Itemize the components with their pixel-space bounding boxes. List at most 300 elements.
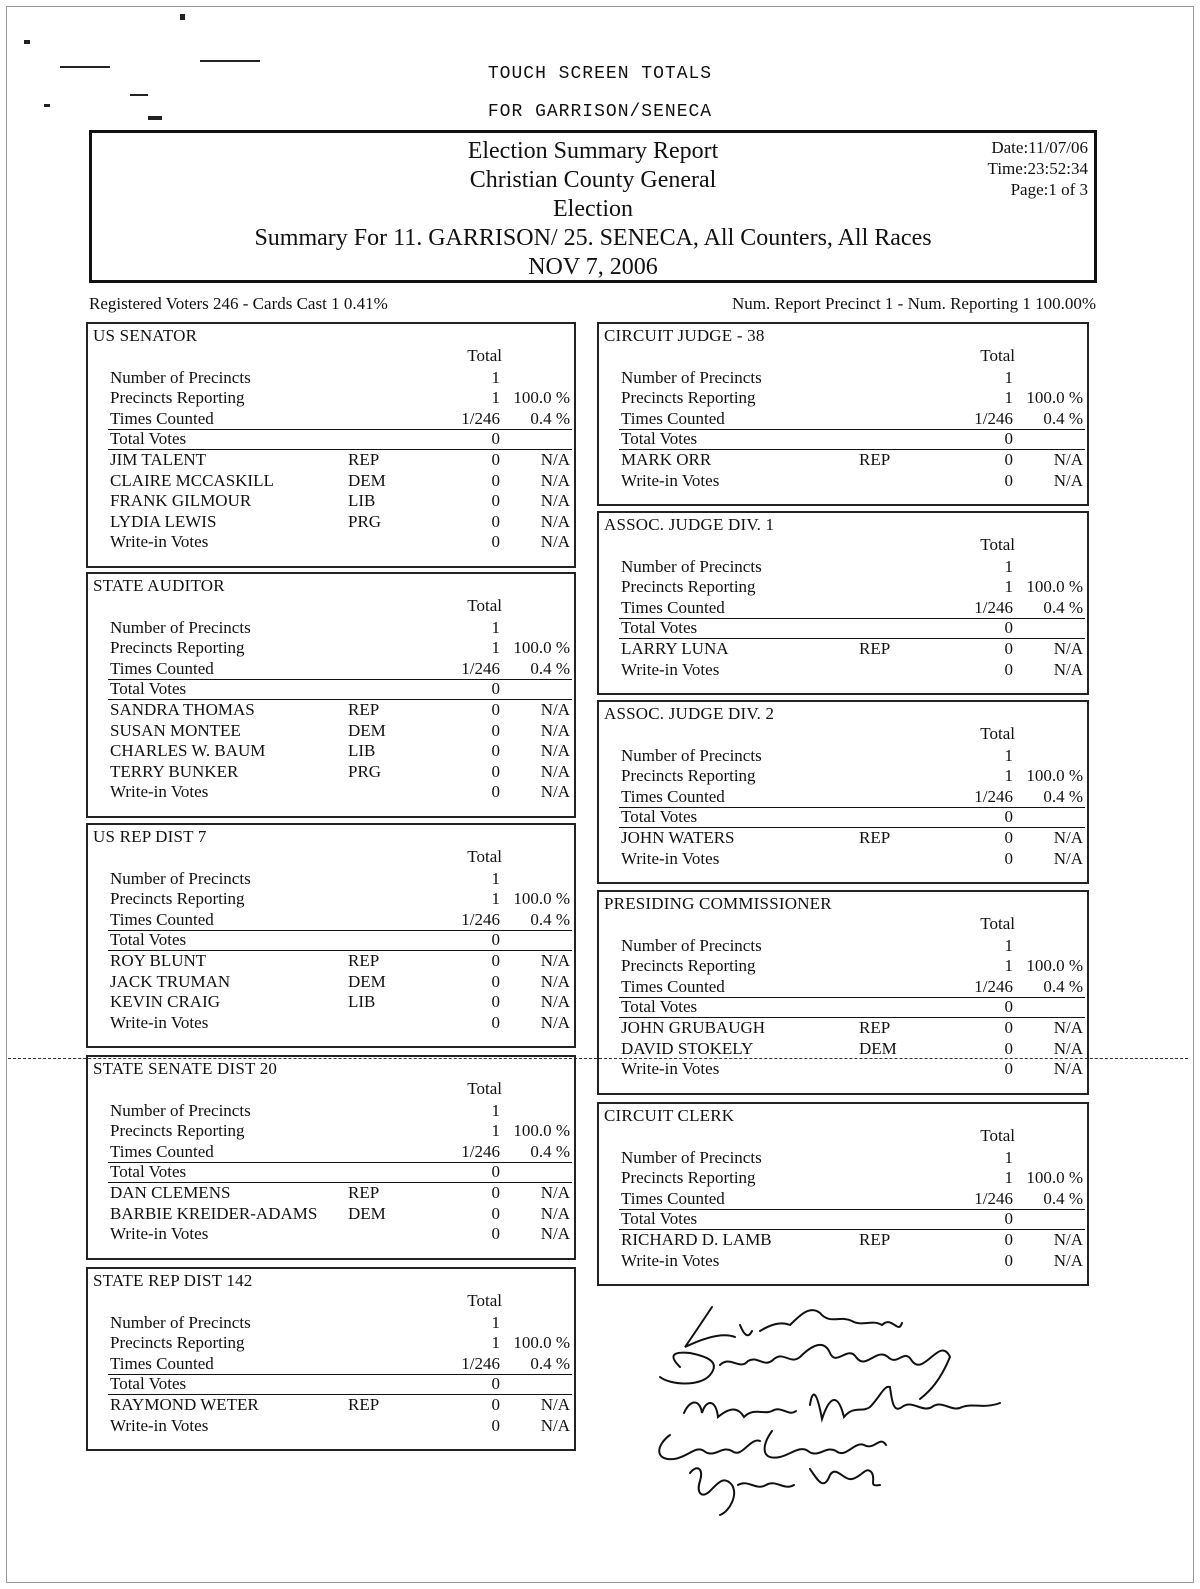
candidate-row <box>88 470 574 491</box>
stat-percent: 0.4 % <box>530 1141 570 1161</box>
stat-percent: 0.4 % <box>1043 786 1083 806</box>
stat-total: 0 <box>1004 618 1013 638</box>
candidate-percent: N/A <box>1053 1059 1083 1079</box>
candidate-percent: N/A <box>540 1183 570 1202</box>
candidate-name: JOHN GRUBAUGH <box>621 1018 766 1037</box>
total-column-header: Total <box>980 1126 1015 1145</box>
candidate-row <box>88 740 574 761</box>
candidate-row <box>88 449 574 470</box>
total-votes-row <box>599 806 1087 827</box>
candidate-name: DAN CLEMENS <box>110 1183 231 1202</box>
scan-speck <box>180 14 185 20</box>
candidate-row <box>599 1038 1087 1059</box>
rule-above-total-votes <box>619 807 1085 808</box>
candidate-name: TERRY BUNKER <box>110 761 239 781</box>
race-box <box>597 322 1089 506</box>
stat-label: Number of Precincts <box>110 367 251 387</box>
candidate-votes: 0 <box>1004 1018 1013 1037</box>
candidate-name: ROY BLUNT <box>110 951 207 970</box>
precincts-reporting-row <box>88 1332 574 1353</box>
candidate-percent: N/A <box>540 720 570 740</box>
race-box <box>86 1055 576 1260</box>
stat-percent: 0.4 % <box>1043 976 1083 996</box>
rule-above-total-votes <box>108 429 572 430</box>
stat-total: 1 <box>1004 367 1013 387</box>
stat-label: Precincts Reporting <box>621 1168 756 1188</box>
signatures <box>640 1295 1060 1535</box>
stat-label: Times Counted <box>110 658 214 678</box>
total-column-header: Total <box>467 1291 502 1310</box>
candidate-percent: N/A <box>540 741 570 761</box>
stat-total: 1/246 <box>461 658 500 678</box>
candidate-row <box>88 699 574 720</box>
report-date: Date:11/07/06 <box>991 138 1088 157</box>
stat-total: 1 <box>1004 556 1013 576</box>
precincts-reporting-row <box>599 765 1087 786</box>
candidate-name: Write-in Votes <box>110 1224 209 1244</box>
race-title: US REP DIST 7 <box>93 827 207 846</box>
stat-total: 1 <box>1004 766 1013 786</box>
stat-total: 1 <box>491 1121 500 1141</box>
candidate-percent: N/A <box>1053 470 1083 490</box>
candidate-row <box>88 1394 574 1415</box>
candidate-row <box>599 1058 1087 1079</box>
candidate-votes: 0 <box>1004 1038 1013 1058</box>
candidate-percent: N/A <box>540 491 570 511</box>
stat-label: Total Votes <box>621 429 698 449</box>
stat-percent: 0.4 % <box>530 909 570 929</box>
report-time: Time:23:52:34 <box>987 159 1088 178</box>
precincts-reporting-row <box>599 955 1087 976</box>
stat-total: 1 <box>1004 577 1013 597</box>
scan-speck <box>24 40 30 44</box>
candidate-percent: N/A <box>540 511 570 531</box>
stat-label: Number of Precincts <box>110 617 251 637</box>
candidate-percent: N/A <box>1053 1250 1083 1270</box>
candidate-percent: N/A <box>540 971 570 991</box>
candidate-name: RICHARD D. LAMB <box>621 1230 772 1249</box>
precincts-reporting-row <box>88 387 574 408</box>
stat-label: Number of Precincts <box>621 935 762 955</box>
candidate-row <box>88 971 574 992</box>
report-summary-for: Summary For 11. GARRISON/ 25. SENECA, All Counters, All Races <box>254 225 932 251</box>
stat-label: Times Counted <box>621 786 725 806</box>
candidate-party: REP <box>348 1183 380 1202</box>
race-box <box>597 511 1089 695</box>
race-title: US SENATOR <box>93 326 198 345</box>
candidate-row <box>88 1223 574 1244</box>
stat-total: 1 <box>1004 956 1013 976</box>
candidate-percent: N/A <box>1053 450 1083 469</box>
candidate-votes: 0 <box>491 951 500 970</box>
candidate-name: LYDIA LEWIS <box>110 511 217 531</box>
candidate-percent: N/A <box>540 1203 570 1223</box>
stat-total: 1/246 <box>974 408 1013 428</box>
stat-percent: 100.0 % <box>1026 388 1083 408</box>
stat-total: 1/246 <box>974 597 1013 617</box>
candidate-name: Write-in Votes <box>110 1012 209 1032</box>
stat-label: Times Counted <box>110 408 214 428</box>
candidate-percent: N/A <box>540 532 570 552</box>
stat-total: 1 <box>1004 1147 1013 1167</box>
candidate-row <box>599 659 1087 680</box>
candidate-percent: N/A <box>540 782 570 802</box>
candidate-row <box>88 1012 574 1033</box>
candidate-votes: 0 <box>491 971 500 991</box>
candidate-name: RAYMOND WETER <box>110 1395 259 1414</box>
times-counted-row <box>88 1141 574 1162</box>
candidate-party: DEM <box>348 470 386 490</box>
stat-percent: 100.0 % <box>1026 1168 1083 1188</box>
candidate-party: LIB <box>348 491 376 511</box>
candidate-row <box>88 1182 574 1203</box>
race-title: STATE AUDITOR <box>93 576 225 595</box>
candidate-party: PRG <box>348 511 382 531</box>
candidate-votes: 0 <box>1004 848 1013 868</box>
stat-total: 1 <box>491 367 500 387</box>
candidate-party: DEM <box>348 720 386 740</box>
precincts-reporting-row <box>599 576 1087 597</box>
stat-total: 0 <box>491 930 500 950</box>
report-date-line: NOV 7, 2006 <box>528 254 658 280</box>
candidate-votes: 0 <box>1004 1230 1013 1249</box>
candidate-row <box>599 1017 1087 1038</box>
candidate-name: CHARLES W. BAUM <box>110 741 266 761</box>
stat-percent: 100.0 % <box>513 889 570 909</box>
times-counted-row <box>599 786 1087 807</box>
candidate-row <box>599 449 1087 470</box>
candidate-name: KEVIN CRAIG <box>110 992 221 1012</box>
candidate-row <box>88 761 574 782</box>
number-of-precincts-row <box>599 556 1087 577</box>
typed-header-line2: FOR GARRISON/SENECA <box>487 102 713 122</box>
candidate-percent: N/A <box>540 951 570 970</box>
candidate-votes: 0 <box>491 1203 500 1223</box>
race-box <box>86 572 576 818</box>
total-column-header: Total <box>467 847 502 866</box>
candidate-votes: 0 <box>491 741 500 761</box>
candidate-name: CLAIRE MCCASKILL <box>110 470 274 490</box>
candidate-percent: N/A <box>1053 848 1083 868</box>
candidate-votes: 0 <box>491 720 500 740</box>
race-title: CIRCUIT CLERK <box>604 1106 735 1125</box>
race-title: STATE REP DIST 142 <box>93 1271 253 1290</box>
precincts-reporting-row <box>88 888 574 909</box>
stat-total: 1 <box>491 638 500 658</box>
report-page: Page:1 of 3 <box>1010 180 1088 199</box>
stat-percent: 0.4 % <box>530 1353 570 1373</box>
stat-total: 0 <box>491 1162 500 1182</box>
candidate-row <box>599 470 1087 491</box>
rule-above-total-votes <box>619 429 1085 430</box>
stat-total: 1/246 <box>461 408 500 428</box>
candidate-percent: N/A <box>540 450 570 469</box>
stat-total: 1/246 <box>974 1188 1013 1208</box>
number-of-precincts-row <box>88 1100 574 1121</box>
stat-percent: 100.0 % <box>513 388 570 408</box>
stat-percent: 0.4 % <box>1043 408 1083 428</box>
candidate-percent: N/A <box>540 992 570 1012</box>
stat-total: 0 <box>1004 1209 1013 1229</box>
stat-label: Total Votes <box>110 679 187 699</box>
rule-above-total-votes <box>108 1162 572 1163</box>
candidate-party: PRG <box>348 761 382 781</box>
precincts-reporting-row <box>599 387 1087 408</box>
stat-total: 1 <box>491 868 500 888</box>
race-box <box>597 1102 1089 1286</box>
candidate-row <box>599 848 1087 869</box>
race-box <box>597 890 1089 1095</box>
stat-label: Precincts Reporting <box>621 766 756 786</box>
total-votes-row <box>599 996 1087 1017</box>
stat-label: Number of Precincts <box>110 1100 251 1120</box>
candidate-name: LARRY LUNA <box>621 639 729 658</box>
candidate-percent: N/A <box>1053 659 1083 679</box>
race-title: ASSOC. JUDGE DIV. 2 <box>604 704 775 723</box>
stat-label: Times Counted <box>621 408 725 428</box>
candidate-percent: N/A <box>540 1012 570 1032</box>
candidate-party: LIB <box>348 992 376 1012</box>
precincts-reporting-row <box>88 1120 574 1141</box>
stat-total: 1 <box>491 388 500 408</box>
candidate-votes: 0 <box>1004 659 1013 679</box>
stat-label: Total Votes <box>621 1209 698 1229</box>
candidate-name: Write-in Votes <box>621 659 720 679</box>
candidate-votes: 0 <box>491 1415 500 1435</box>
race-title: PRESIDING COMMISSIONER <box>604 894 832 913</box>
stat-total: 0 <box>491 1374 500 1394</box>
stat-label: Number of Precincts <box>621 745 762 765</box>
candidate-name: Write-in Votes <box>110 782 209 802</box>
stat-percent: 100.0 % <box>513 638 570 658</box>
candidate-row <box>599 638 1087 659</box>
candidate-name: MARK ORR <box>621 450 712 469</box>
candidate-votes: 0 <box>1004 450 1013 469</box>
rule-above-total-votes <box>619 1209 1085 1210</box>
stat-total: 1 <box>1004 935 1013 955</box>
stat-percent: 100.0 % <box>1026 577 1083 597</box>
scan-speck <box>130 94 148 96</box>
precincts-reporting-row <box>88 637 574 658</box>
candidate-party: REP <box>348 1395 380 1414</box>
race-title: CIRCUIT JUDGE - 38 <box>604 326 765 345</box>
candidate-name: Write-in Votes <box>621 1059 720 1079</box>
stat-label: Times Counted <box>621 1188 725 1208</box>
stat-total: 0 <box>1004 807 1013 827</box>
rule-above-total-votes <box>619 618 1085 619</box>
stat-label: Number of Precincts <box>110 868 251 888</box>
stat-label: Times Counted <box>110 1353 214 1373</box>
candidate-row <box>88 490 574 511</box>
stat-label: Total Votes <box>110 429 187 449</box>
candidate-votes: 0 <box>491 470 500 490</box>
stat-label: Times Counted <box>110 1141 214 1161</box>
candidate-percent: N/A <box>540 1415 570 1435</box>
candidate-name: JOHN WATERS <box>621 828 735 847</box>
total-column-header: Total <box>467 346 502 365</box>
candidate-name: Write-in Votes <box>110 1415 209 1435</box>
candidate-name: SUSAN MONTEE <box>110 720 241 740</box>
stat-label: Total Votes <box>621 997 698 1017</box>
stat-percent: 0.4 % <box>530 408 570 428</box>
rule-above-total-votes <box>108 1374 572 1375</box>
candidate-name: BARBIE KREIDER-ADAMS <box>110 1203 318 1223</box>
candidate-votes: 0 <box>1004 828 1013 847</box>
candidate-percent: N/A <box>540 1395 570 1414</box>
candidate-party: REP <box>859 828 891 847</box>
candidate-row <box>599 1250 1087 1271</box>
race-box <box>597 700 1089 884</box>
total-votes-row <box>599 428 1087 449</box>
total-column-header: Total <box>980 914 1015 933</box>
stat-label: Total Votes <box>621 618 698 638</box>
stat-label: Times Counted <box>621 597 725 617</box>
candidate-party: REP <box>348 450 380 469</box>
candidate-percent: N/A <box>1053 1230 1083 1249</box>
candidate-name: DAVID STOKELY <box>621 1038 754 1058</box>
candidate-party: REP <box>859 639 891 658</box>
number-of-precincts-row <box>599 1147 1087 1168</box>
total-votes-row <box>88 678 574 699</box>
candidate-row <box>599 827 1087 848</box>
race-box <box>86 322 576 568</box>
total-column-header: Total <box>980 346 1015 365</box>
candidate-name: SANDRA THOMAS <box>110 700 255 719</box>
candidate-percent: N/A <box>540 1224 570 1244</box>
candidate-votes: 0 <box>491 782 500 802</box>
stat-total: 1/246 <box>461 909 500 929</box>
stat-total: 1 <box>491 1312 500 1332</box>
times-counted-row <box>599 597 1087 618</box>
stat-percent: 0.4 % <box>1043 1188 1083 1208</box>
candidate-votes: 0 <box>491 700 500 719</box>
stat-total: 1 <box>1004 388 1013 408</box>
times-counted-row <box>88 408 574 429</box>
number-of-precincts-row <box>88 617 574 638</box>
stat-label: Precincts Reporting <box>621 577 756 597</box>
stat-label: Times Counted <box>621 976 725 996</box>
times-counted-row <box>599 1188 1087 1209</box>
times-counted-row <box>599 408 1087 429</box>
report-header <box>89 130 1097 283</box>
candidate-percent: N/A <box>540 761 570 781</box>
times-counted-row <box>88 1353 574 1374</box>
stat-total: 1 <box>1004 1168 1013 1188</box>
candidate-name: FRANK GILMOUR <box>110 491 252 511</box>
race-title: STATE SENATE DIST 20 <box>93 1059 278 1078</box>
registered-voters-summary: Registered Voters 246 - Cards Cast 1 0.41% <box>89 294 388 313</box>
candidate-name: JIM TALENT <box>110 450 207 469</box>
stat-total: 1 <box>491 889 500 909</box>
candidate-votes: 0 <box>1004 470 1013 490</box>
stat-percent: 0.4 % <box>530 658 570 678</box>
stat-percent: 0.4 % <box>1043 597 1083 617</box>
stat-label: Total Votes <box>110 1374 187 1394</box>
candidate-votes: 0 <box>491 1012 500 1032</box>
stat-total: 1/246 <box>461 1353 500 1373</box>
candidate-votes: 0 <box>1004 639 1013 658</box>
report-meta <box>988 137 1088 200</box>
stat-label: Total Votes <box>110 930 187 950</box>
candidate-name: Write-in Votes <box>621 1250 720 1270</box>
candidate-party: DEM <box>859 1038 897 1058</box>
stat-label: Precincts Reporting <box>110 1121 245 1141</box>
candidate-row <box>88 531 574 552</box>
stat-label: Number of Precincts <box>621 556 762 576</box>
report-county: Christian County General <box>469 167 717 193</box>
stat-label: Precincts Reporting <box>621 388 756 408</box>
times-counted-row <box>88 909 574 930</box>
number-of-precincts-row <box>88 1312 574 1333</box>
candidate-party: REP <box>859 450 891 469</box>
typed-header-line1: TOUCH SCREEN TOTALS <box>487 64 713 84</box>
candidate-party: REP <box>859 1230 891 1249</box>
stat-percent: 100.0 % <box>1026 956 1083 976</box>
candidate-votes: 0 <box>491 1224 500 1244</box>
race-title: ASSOC. JUDGE DIV. 1 <box>604 515 775 534</box>
stat-label: Number of Precincts <box>110 1312 251 1332</box>
total-column-header: Total <box>980 535 1015 554</box>
candidate-percent: N/A <box>1053 1038 1083 1058</box>
scan-speck <box>200 60 260 62</box>
stat-label: Total Votes <box>621 807 698 827</box>
candidate-row <box>88 781 574 802</box>
stat-total: 0 <box>1004 429 1013 449</box>
stat-total: 0 <box>1004 997 1013 1017</box>
stat-total: 1 <box>491 1333 500 1353</box>
candidate-row <box>88 950 574 971</box>
candidate-party: REP <box>348 700 380 719</box>
total-votes-row <box>88 1161 574 1182</box>
candidate-votes: 0 <box>1004 1250 1013 1270</box>
total-votes-row <box>88 428 574 449</box>
total-votes-row <box>88 1373 574 1394</box>
candidate-votes: 0 <box>491 491 500 511</box>
stat-label: Precincts Reporting <box>110 1333 245 1353</box>
precincts-reporting-row <box>599 1167 1087 1188</box>
report-title: Election Summary Report <box>467 138 719 164</box>
candidate-row <box>599 1229 1087 1250</box>
stat-total: 0 <box>491 679 500 699</box>
candidate-votes: 0 <box>1004 1059 1013 1079</box>
stat-total: 1 <box>491 617 500 637</box>
stat-total: 1 <box>491 1100 500 1120</box>
times-counted-row <box>88 658 574 679</box>
candidate-votes: 0 <box>491 1183 500 1202</box>
stat-total: 1 <box>1004 745 1013 765</box>
candidate-party: DEM <box>348 971 386 991</box>
candidate-name: JACK TRUMAN <box>110 971 231 991</box>
number-of-precincts-row <box>88 367 574 388</box>
total-column-header: Total <box>467 596 502 615</box>
stat-label: Precincts Reporting <box>110 638 245 658</box>
candidate-name: Write-in Votes <box>621 470 720 490</box>
candidate-name: Write-in Votes <box>621 848 720 868</box>
candidate-percent: N/A <box>540 470 570 490</box>
candidate-percent: N/A <box>1053 828 1083 847</box>
candidate-percent: N/A <box>540 700 570 719</box>
candidate-votes: 0 <box>491 511 500 531</box>
candidate-party: REP <box>859 1018 891 1037</box>
candidate-votes: 0 <box>491 450 500 469</box>
stat-total: 1/246 <box>461 1141 500 1161</box>
candidate-votes: 0 <box>491 992 500 1012</box>
race-box <box>86 1267 576 1451</box>
candidate-party: REP <box>348 951 380 970</box>
number-of-precincts-row <box>599 367 1087 388</box>
total-votes-row <box>599 1208 1087 1229</box>
stat-label: Precincts Reporting <box>621 956 756 976</box>
